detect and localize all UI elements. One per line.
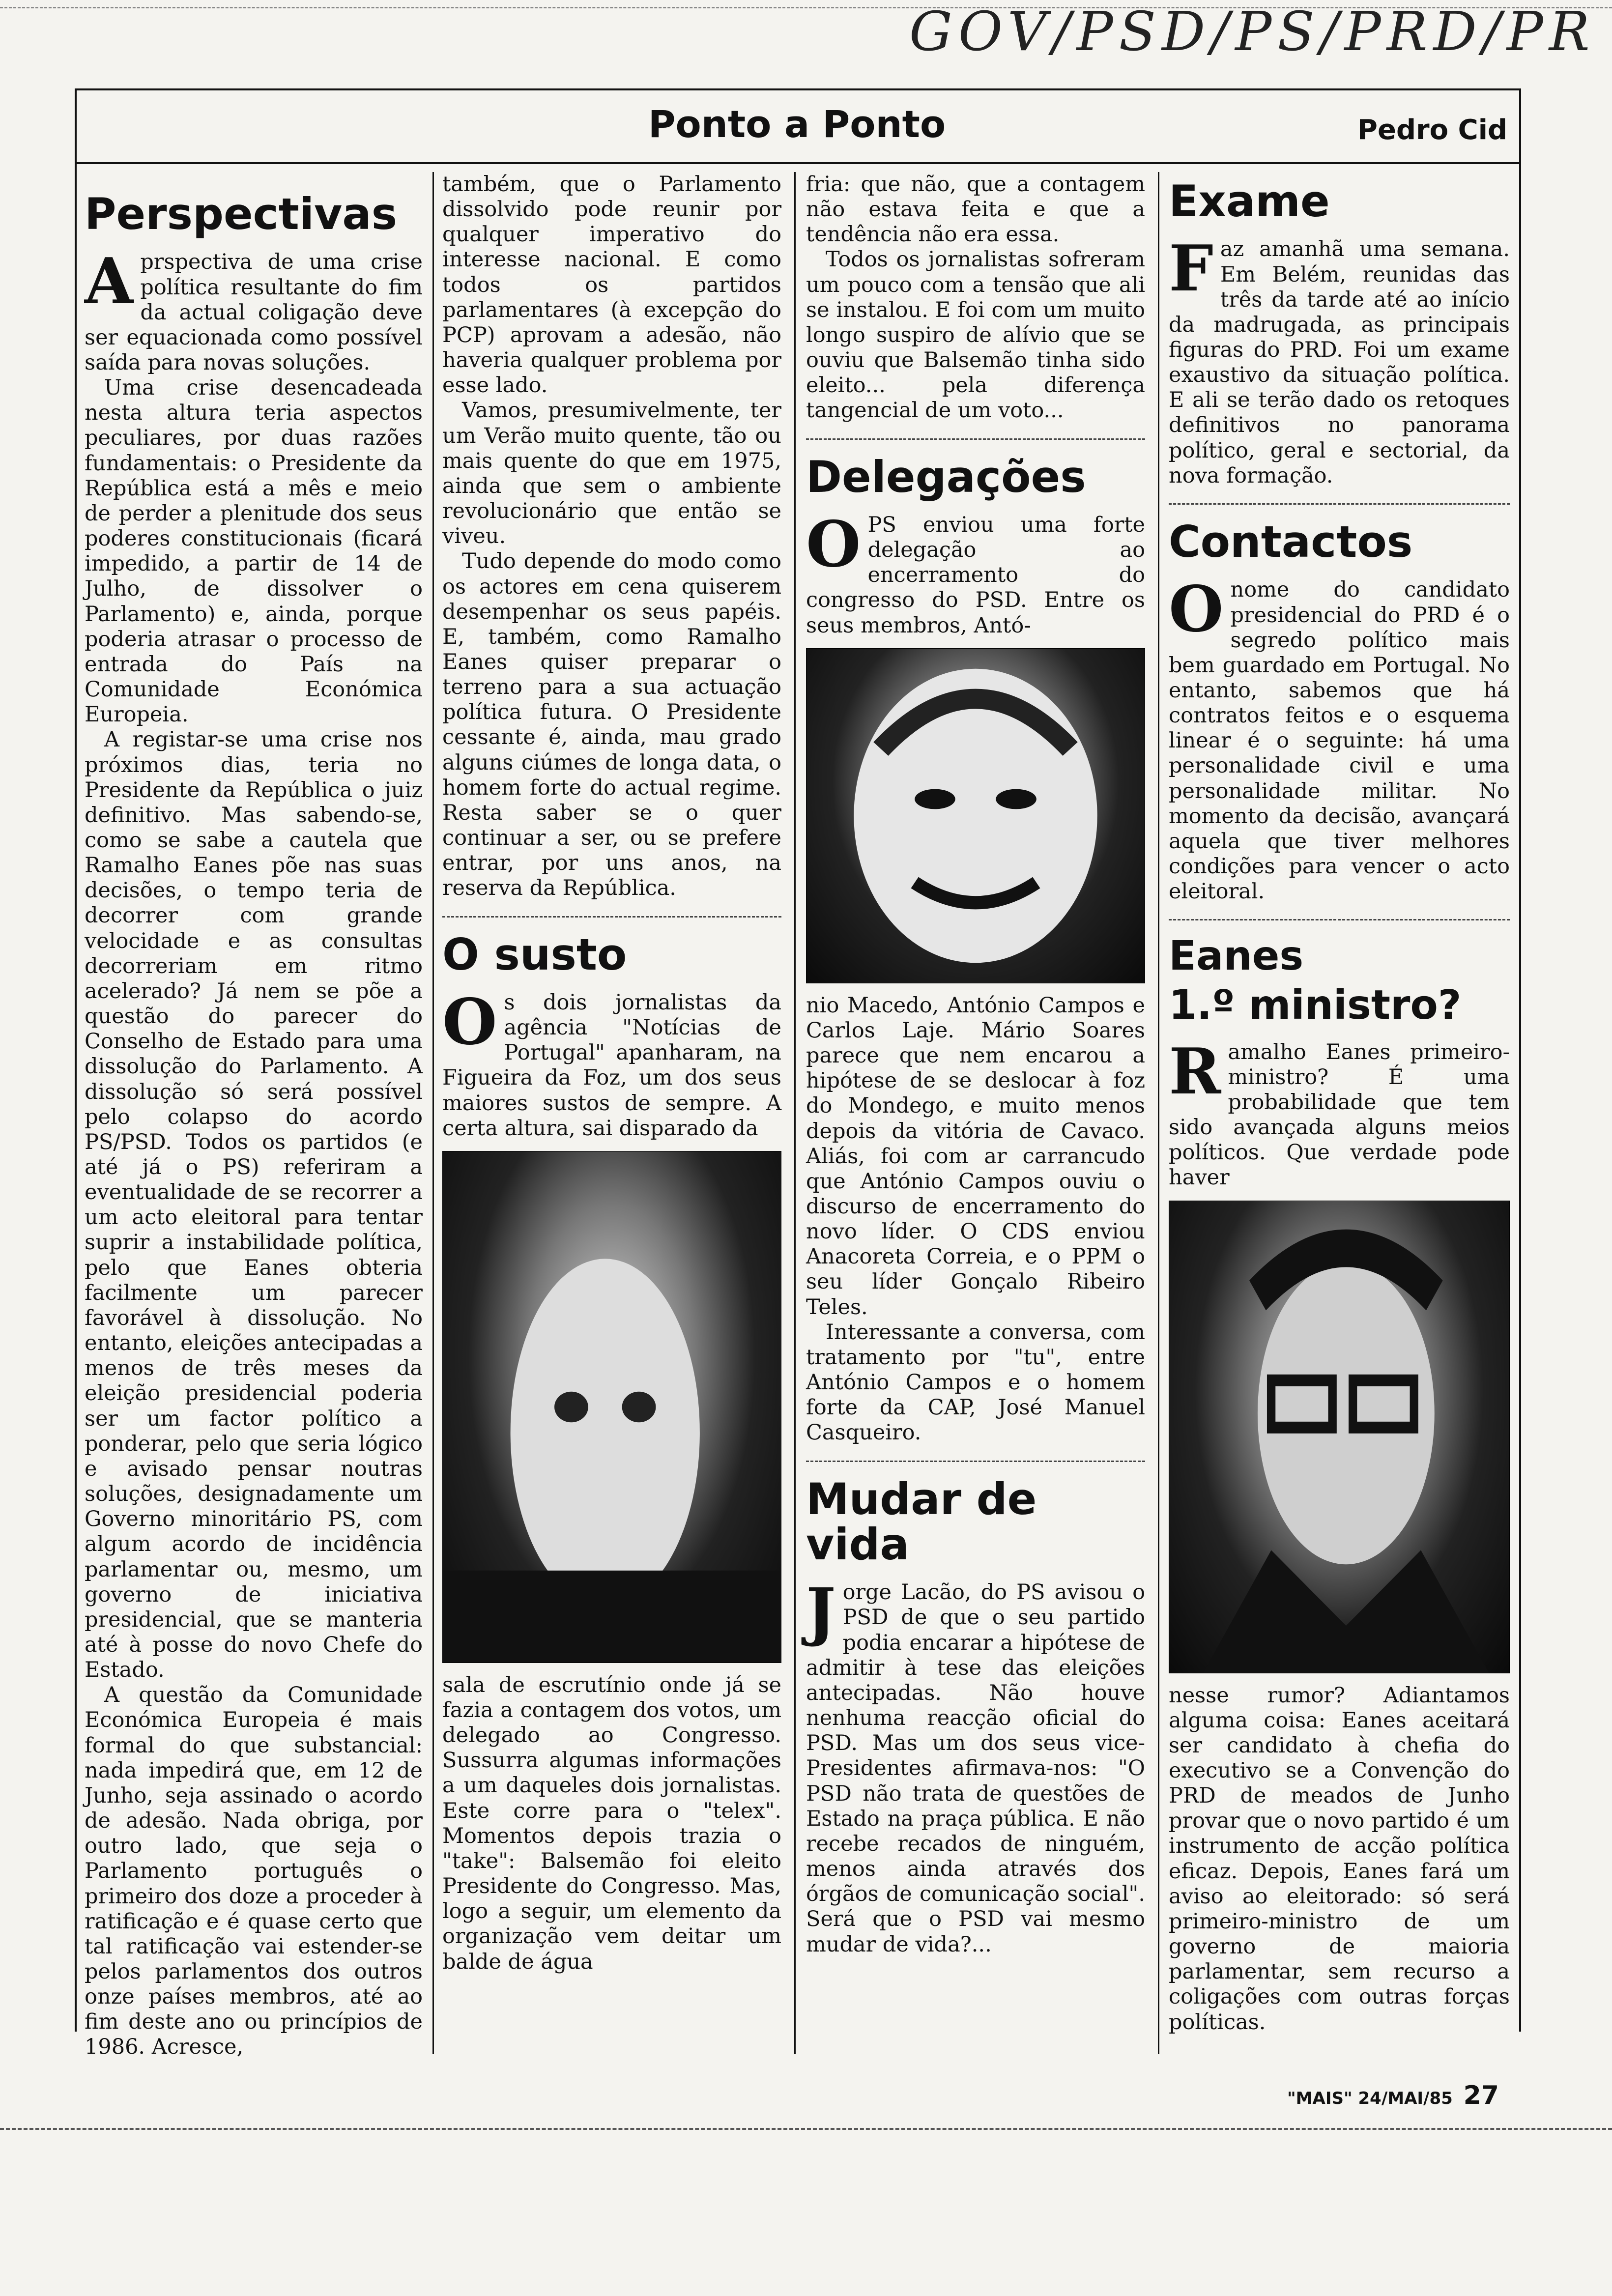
page-footer xyxy=(1287,2081,1499,2110)
section-divider xyxy=(442,916,781,918)
article-paragraph: Os dois jornalistas da agência "Notícias de Portugal" apanharam, na Figueira da Foz, um dos seus maiores sustos de sempre. A certa altura, sai disparado da xyxy=(442,985,781,1141)
article-title: O susto xyxy=(442,929,627,980)
publication-date: "MAIS" 24/MAI/85 xyxy=(1287,2089,1453,2108)
photo-balsemao xyxy=(442,1151,781,1663)
article-title: 1.º ministro? xyxy=(1169,982,1462,1029)
bottom-dashed-rule xyxy=(0,2128,1612,2130)
page-number: 27 xyxy=(1463,2081,1499,2110)
photo-eanes xyxy=(1169,1201,1510,1673)
article-perspectivas xyxy=(85,172,423,2060)
drop-cap: O xyxy=(1169,573,1224,647)
article-paragraph: Vamos, presumivelmente, ter um Verão muito quente, tão ou mais quente do que em 1975, ainda que sem o ambiente revolucionário que então se viveu. xyxy=(442,398,781,549)
drop-cap: O xyxy=(806,507,861,581)
article-title: Mudar de vida xyxy=(806,1473,1037,1570)
article-title: Perspectivas xyxy=(85,189,398,239)
article-title: Contactos xyxy=(1169,516,1413,567)
column-rule xyxy=(432,172,434,2054)
section-divider xyxy=(1169,919,1510,920)
photo-soares xyxy=(806,648,1145,983)
handwritten-note: GOV/PSD/PS/PRD/PR xyxy=(909,0,1596,63)
article-paragraph: também, que o Parlamento dissolvido pode reunir por qualquer imperativo do interesse nacional. E como todos os partidos parlamentares (à excepção do PCP) aprovam a adesão, não haveria qualquer problema por esse lado. xyxy=(442,172,781,398)
column-rule xyxy=(1158,172,1159,2054)
drop-cap: F xyxy=(1169,232,1213,306)
drop-cap: O xyxy=(442,985,497,1059)
article-title: Eanes xyxy=(1169,933,1304,980)
article-paragraph: Faz amanhã uma semana. Em Belém, reunidas das três da tarde até ao início da madrugada, as principais figuras do PRD. Foi um exame exaustivo da situação política. E ali se terão dado os retoques definitivos no panorama político, geral e sectorial, da nova formação. xyxy=(1169,232,1510,488)
article-exame xyxy=(1169,172,1510,2035)
article-paragraph: Todos os jornalistas sofreram um pouco com a tensão que ali se instalou. E foi com um muito longo suspiro de alívio que se ouviu que Balsemão tinha sido eleito... pela diferença tangencial de um voto... xyxy=(806,247,1145,423)
drop-cap: J xyxy=(806,1575,836,1649)
article-paragraph: Ramalho Eanes primeiro-ministro? É uma probabilidade que tem sido avançada alguns meios políticos. Que verdade pode haver xyxy=(1169,1034,1510,1190)
article-paragraph: fria: que não, que a contagem não estava feita e que a tendência não era essa. xyxy=(806,172,1145,247)
article-paragraph: Onome do candidato presidencial do PRD é o segredo político mais bem guardado em Portugal. No entanto, sabemos que há contratos feitos e o esquema linear é o seguinte: há uma personalidade civil e uma personalidade militar. No momento da decisão, avançará aquela que tiver melhores condições para vencer o acto eleitoral. xyxy=(1169,573,1510,904)
article-paragraph: A registar-se uma crise nos próximos dias, teria no Presidente da República o juiz definitivo. Mas sabendo-se, como se sabe a cautela que Ramalho Eanes põe nas suas decisões, o tempo teria de decorrer com grande velocidade e as consultas decorreriam em ritmo acelerado? Já nem se põe a questão do parecer do Conselho de Estado para uma dissolução do Parlamento. A dissolução só será possível pelo colapso do acordo PS/PSD. Todos os partidos (e até já o PS) referiram a eventualidade de se recorrer a um acto eleitoral para tentar suprir a instabilidade política, pelo que Eanes obteria facilmente um parecer favorável à dissolução. No entanto, eleições antecipadas a menos de três meses da eleição presidencial poderia ser um factor político a ponderar, pelo que seria lógico e avisado pensar noutras soluções, designadamente um Governo minoritário PS, com algum acordo de incidência parlamentar ou, mesmo, um governo de iniciativa presidencial, que se manteria até à posse do novo Chefe do Estado. xyxy=(85,727,423,1683)
header-rule xyxy=(75,162,1519,164)
drop-cap: R xyxy=(1169,1034,1221,1109)
column-rule xyxy=(794,172,796,2054)
article-paragraph: Aprspectiva de uma crise política resultante do fim da actual coligação deve ser equacionada como possível saída para novas soluções. xyxy=(85,245,423,375)
article-paragraph: Tudo depende do modo como os actores em cena quiserem desempenhar os seus papéis. E, também, como Ramalho Eanes quiser preparar o terreno para a sua actuação política futura. O Presidente cessante é, ainda, mau grado alguns ciúmes de longa data, o homem forte do actual regime. Resta saber se o quer continuar a ser, ou se prefere entrar, por uns anos, na reserva da República. xyxy=(442,549,781,901)
article-paragraph: nio Macedo, António Campos e Carlos Laje. Mário Soares parece que nem encarou a hipótese de se deslocar à foz do Mondego, e muito menos depois da vitória de Cavaco. Aliás, foi com ar carrancudo que António Campos ouviu o discurso de encerramento do novo líder. O CDS enviou Anacoreta Correia, e o PPM o seu líder Gonçalo Ribeiro Teles. xyxy=(806,993,1145,1320)
article-delegacoes xyxy=(806,172,1145,1957)
article-paragraph: OPS enviou uma forte delegação ao encerramento do congresso do PSD. Entre os seus membros, Antó- xyxy=(806,507,1145,638)
article-paragraph: nesse rumor? Adiantamos alguma coisa: Eanes aceitará ser candidato à chefia do executivo se a Convenção do PRD de meados de Junho provar que o novo partido é um instrumento de acção política eficaz. Depois, Eanes fará um aviso ao eleitorado: só será primeiro-ministro de um governo de maioria parlamentar, sem recurso a coligações com outras forças políticas. xyxy=(1169,1683,1510,2035)
article-title: Delegações xyxy=(806,451,1086,502)
section-title: Ponto a Ponto xyxy=(648,102,946,146)
section-header xyxy=(75,88,1519,162)
article-paragraph: Uma crise desencadeada nesta altura teria aspectos peculiares, por duas razões fundamentais: o Presidente da República está a mês e meio de perder a plenitude dos seus poderes constitucionais (ficará impedido, a partir de 14 de Julho, de dissolver o Parlamento) e, ainda, porque poderia atrasar o processo de entrada do País na Comunidade Económica Europeia. xyxy=(85,375,423,727)
article-paragraph: A questão da Comunidade Económica Europeia é mais formal do que substancial: nada impedirá que, em 12 de Junho, seja assinado o acordo de adesão. Nada obriga, por outro lado, que seja o Parlamento português o primeiro dos doze a proceder à ratificação e é quase certo que tal ratificação vai estender-se pelos parlamentos dos outros onze países membros, até ao fim deste ano ou princípios de 1986. Acresce, xyxy=(85,1683,423,2060)
article-title: Exame xyxy=(1169,176,1330,227)
article-paragraph: Jorge Lacão, do PS avisou o PSD de que o seu partido podia encarar a hipótese de admitir à tese das eleições antecipadas. Não houve nenhuma reacção oficial do PSD. Mas um dos seus vice-Presidentes afirmava-nos: "O PSD não trata de questões de Estado na praça pública. E não recebe recados de ninguém, menos ainda através dos órgãos de comunicação social". Será que o PSD vai mesmo mudar de vida?... xyxy=(806,1575,1145,1957)
drop-cap: A xyxy=(85,245,134,319)
article-paragraph: sala de escrutínio onde já se fazia a contagem dos votos, um delegado ao Congresso. Sussurra algumas informações a um daqueles dois jornalistas. Este corre para o "telex". Momentos depois trazia o "take": Balsemão foi eleito Presidente do Congresso. Mas, logo a seguir, um elemento da organização vem deitar um balde de água xyxy=(442,1672,781,1974)
section-divider xyxy=(806,1461,1145,1462)
author-name: Pedro Cid xyxy=(1357,114,1507,146)
section-divider xyxy=(1169,503,1510,505)
article-continuation xyxy=(442,172,781,1975)
section-divider xyxy=(806,438,1145,440)
article-paragraph: Interessante a conversa, com tratamento por "tu", entre António Campos e o homem forte da CAP, José Manuel Casqueiro. xyxy=(806,1320,1145,1445)
